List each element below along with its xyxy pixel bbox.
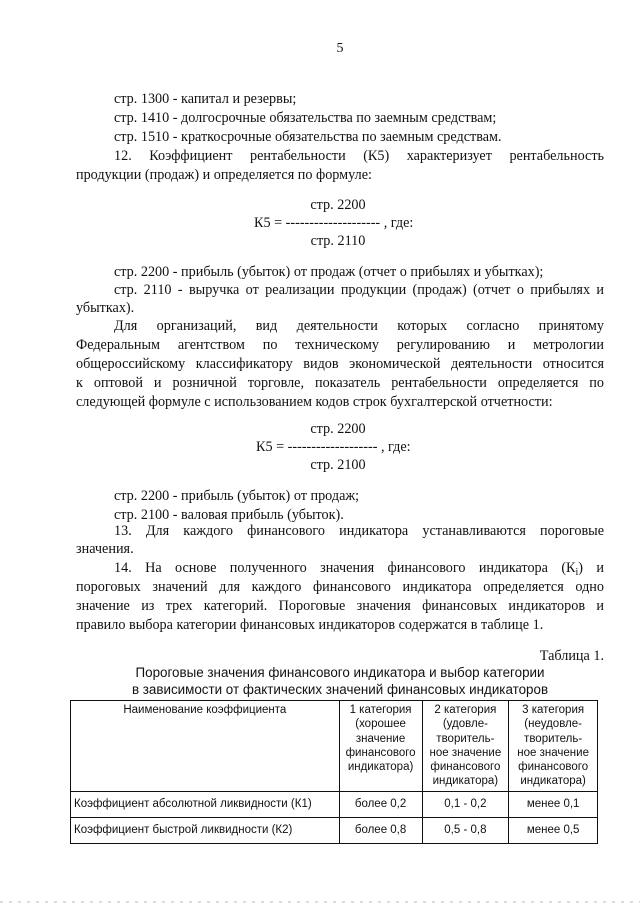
- definition-line: стр. 2110 - выручка от реализации продукции (продаж) (отчет о прибылях и: [114, 282, 604, 298]
- row-cat2-value: 0,1 - 0,2: [422, 791, 509, 817]
- header-line: индикатора): [520, 775, 586, 788]
- paragraph-line: следующей формуле с использованием кодов строк бухгалтерской отчетности:: [76, 394, 553, 410]
- text-line: стр. 1300 - капитал и резервы;: [114, 91, 297, 107]
- table-title: в зависимости от фактических значений финансовых индикаторов: [131, 682, 549, 697]
- paragraph-line: Для организаций, вид деятельности которых согласно принятому: [114, 318, 604, 334]
- header-line: 3 категория: [522, 704, 585, 716]
- definition-line: убытках).: [76, 300, 135, 316]
- header-line: финансового: [518, 761, 589, 774]
- definition-line: стр. 2200 - прибыль (убыток) от продаж;: [114, 488, 360, 504]
- header-line: (удовле-: [442, 718, 488, 731]
- paragraph-line: Федеральным агентством по техническому регулированию и метрологии: [76, 337, 604, 353]
- row-cat3-value: менее 0,1: [509, 791, 598, 817]
- paragraph-14-text: ) и: [578, 560, 604, 576]
- paragraph-line: к оптовой и розничной торговле, показатель рентабельности определяется по: [76, 375, 604, 391]
- header-line: (неудовле-: [524, 718, 582, 731]
- scan-edge-marks: [0, 901, 640, 903]
- definition-line: стр. 2100 - валовая прибыль (убыток).: [114, 507, 344, 523]
- header-line: финансового: [430, 761, 501, 774]
- header-category-2: [422, 701, 509, 792]
- row-cat1-value: более 0,8: [339, 817, 422, 843]
- header-line: творитель-: [436, 732, 495, 745]
- header-line: ное значение: [517, 746, 589, 759]
- table-header-row: [71, 701, 598, 792]
- text-line: стр. 1510 - краткосрочные обязательства по заемным средствам.: [114, 129, 502, 145]
- header-line: ное значение: [429, 746, 502, 759]
- paragraph-line: общероссийскому классификатору видов экономической деятельности относится: [76, 356, 604, 372]
- header-category-1: [339, 701, 422, 792]
- table-row: [71, 817, 598, 843]
- formula-lhs: К5 = ------------------- , где:: [256, 439, 411, 455]
- header-line: 1 категория: [349, 704, 412, 716]
- row-cat2-value: 0,5 - 0,8: [422, 817, 509, 843]
- formula-numerator: стр. 2200: [310, 197, 366, 213]
- paragraph-13-line: значения.: [76, 541, 134, 557]
- header-line: творитель-: [524, 732, 583, 745]
- header-line: индикатора): [432, 775, 499, 788]
- paragraph-13-line: 13. Для каждого финансового индикатора устанавливаются пороговые: [114, 523, 604, 539]
- paragraph-12-line: продукции (продаж) и определяется по формуле:: [76, 167, 372, 183]
- table-label: Таблица 1.: [539, 648, 604, 664]
- header-line: значение: [355, 732, 406, 745]
- paragraph-14-line: значение из трех категорий. Пороговые значения финансовых индикаторов и: [76, 598, 604, 614]
- text-line: стр. 1410 - долгосрочные обязательства по заемным средствам;: [114, 110, 497, 126]
- header-line: 2 категория: [434, 704, 497, 716]
- formula-numerator: стр. 2200: [310, 421, 366, 437]
- thresholds-table: [70, 700, 598, 844]
- definition-line: стр. 2200 - прибыль (убыток) от продаж (отчет о прибылях и убытках);: [114, 264, 544, 280]
- paragraph-14-line: правило выбора категории финансовых индикаторов содержатся в таблице 1.: [76, 617, 544, 633]
- paragraph-12-line: 12. Коэффициент рентабельности (К5) характеризует рентабельность: [114, 148, 604, 164]
- table-row: [71, 791, 598, 817]
- table-title: Пороговые значения финансового индикатора и выбор категории: [135, 665, 545, 680]
- page-number: 5: [336, 41, 344, 56]
- row-name: Коэффициент абсолютной ликвидности (К1): [71, 791, 340, 817]
- header-name: Наименование коэффициента: [71, 701, 340, 792]
- header-line: (хорошее: [355, 718, 406, 731]
- header-line: финансового: [345, 746, 416, 759]
- row-cat3-value: менее 0,5: [509, 817, 598, 843]
- formula-lhs: К5 = -------------------- , где:: [254, 215, 414, 231]
- header-category-3: [509, 701, 598, 792]
- paragraph-14-text: 14. На основе полученного значения финансового индикатора (К: [114, 560, 576, 576]
- formula-denominator: стр. 2110: [310, 233, 366, 249]
- header-line: индикатора): [347, 761, 414, 774]
- formula-denominator: стр. 2100: [310, 457, 366, 473]
- row-name: Коэффициент быстрой ликвидности (К2): [71, 817, 340, 843]
- subscript-i: i: [575, 567, 579, 578]
- paragraph-14-line: пороговых значений для каждого финансового индикатора определяется одно: [76, 579, 604, 595]
- row-cat1-value: более 0,2: [339, 791, 422, 817]
